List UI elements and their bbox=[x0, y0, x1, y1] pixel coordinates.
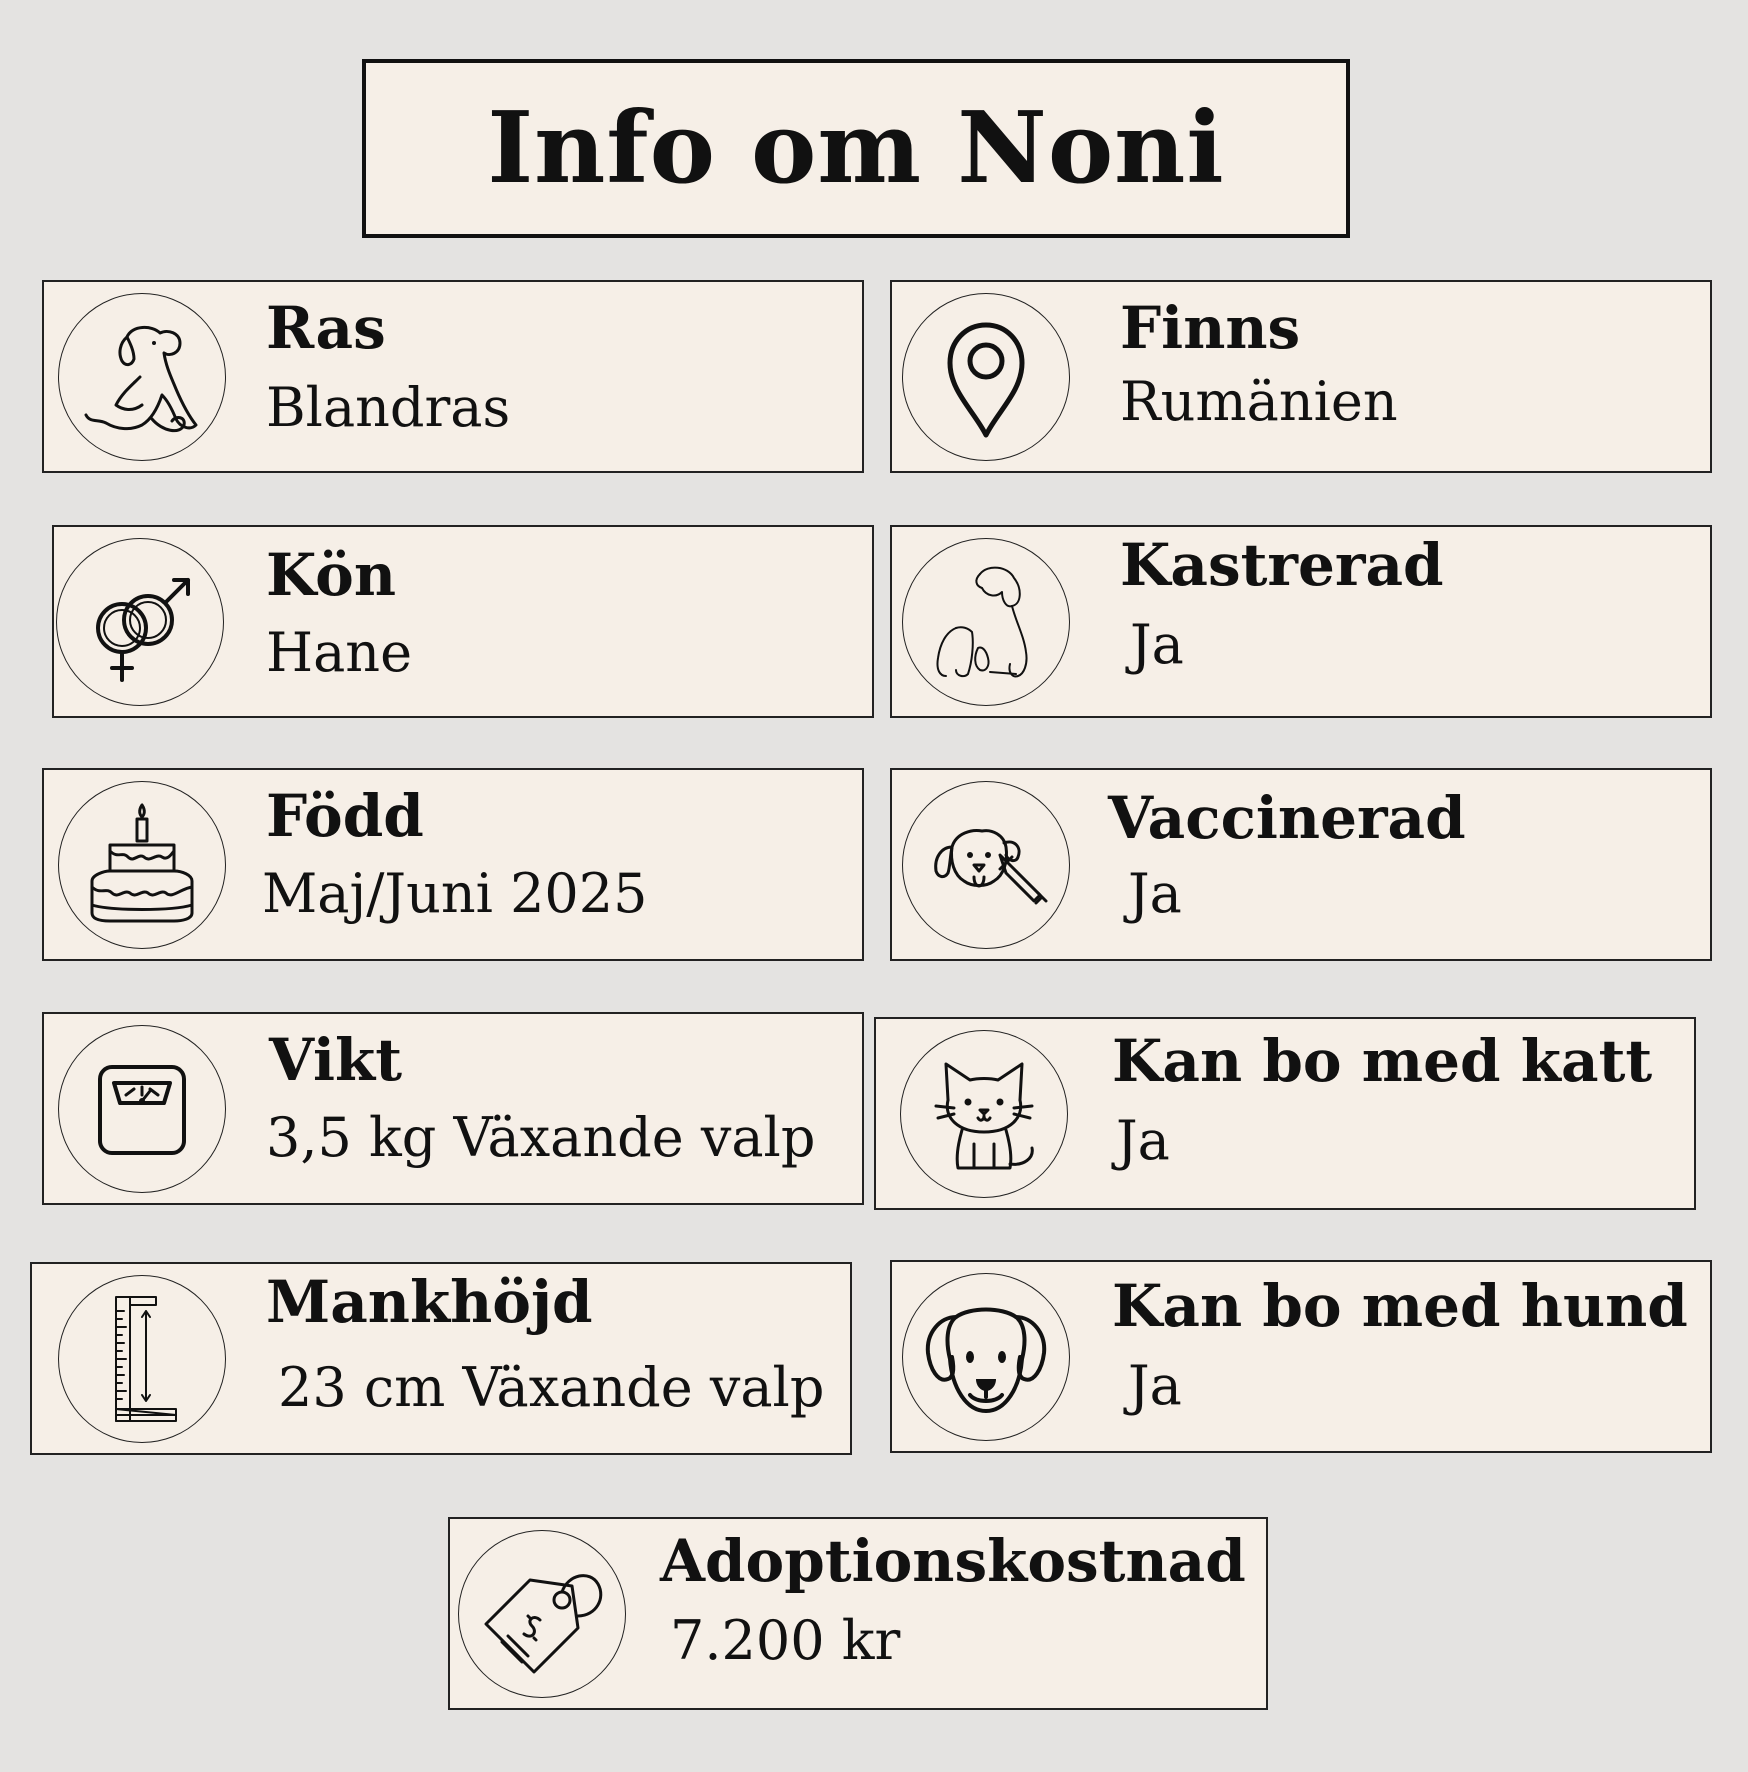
page-title: Info om Noni bbox=[487, 91, 1225, 206]
kastrerad-label: Kastrerad bbox=[1120, 531, 1444, 599]
card-kastrerad bbox=[890, 525, 1712, 718]
card-vikt bbox=[42, 1012, 864, 1205]
card-mankhojd bbox=[30, 1262, 852, 1455]
card-finns bbox=[890, 280, 1712, 473]
vikt-value: 3,5 kg Växande valp bbox=[266, 1106, 816, 1169]
height-measure-icon bbox=[58, 1275, 226, 1443]
katt-label: Kan bo med katt bbox=[1112, 1027, 1653, 1095]
card-fodd bbox=[42, 768, 864, 961]
weight-scale-icon bbox=[58, 1025, 226, 1193]
card-kostnad bbox=[448, 1517, 1268, 1710]
card-ras bbox=[42, 280, 864, 473]
birthday-cake-icon bbox=[58, 781, 226, 949]
card-vaccinerad bbox=[890, 768, 1712, 961]
ras-label: Ras bbox=[266, 294, 386, 362]
kon-label: Kön bbox=[266, 541, 396, 609]
title-box bbox=[362, 59, 1350, 238]
hund-label: Kan bo med hund bbox=[1112, 1272, 1688, 1340]
fodd-value: Maj/Juni 2025 bbox=[262, 862, 648, 925]
cat-icon bbox=[900, 1030, 1068, 1198]
price-tag-icon bbox=[458, 1530, 626, 1698]
finns-value: Rumänien bbox=[1120, 370, 1398, 433]
kastrerad-value: Ja bbox=[1130, 613, 1184, 676]
ras-value: Blandras bbox=[266, 376, 511, 439]
dog-syringe-icon bbox=[902, 781, 1070, 949]
sitting-dog-icon bbox=[902, 538, 1070, 706]
location-pin-icon bbox=[902, 293, 1070, 461]
card-katt bbox=[874, 1017, 1696, 1210]
card-hund bbox=[890, 1260, 1712, 1453]
dog-face-icon bbox=[902, 1273, 1070, 1441]
vikt-label: Vikt bbox=[269, 1026, 402, 1094]
kon-value: Hane bbox=[266, 621, 413, 684]
vaccinerad-label: Vaccinerad bbox=[1108, 784, 1466, 852]
card-kon bbox=[52, 525, 874, 718]
kostnad-value: 7.200 kr bbox=[670, 1609, 901, 1672]
dog-outline-icon bbox=[58, 293, 226, 461]
fodd-label: Född bbox=[266, 782, 424, 850]
katt-value: Ja bbox=[1116, 1109, 1170, 1172]
hund-value: Ja bbox=[1128, 1354, 1182, 1417]
finns-label: Finns bbox=[1120, 294, 1301, 362]
kostnad-label: Adoptionskostnad bbox=[660, 1527, 1246, 1595]
mankhojd-value: 23 cm Växande valp bbox=[278, 1356, 825, 1419]
gender-symbols-icon bbox=[56, 538, 224, 706]
vaccinerad-value: Ja bbox=[1128, 862, 1182, 925]
mankhojd-label: Mankhöjd bbox=[266, 1268, 593, 1336]
